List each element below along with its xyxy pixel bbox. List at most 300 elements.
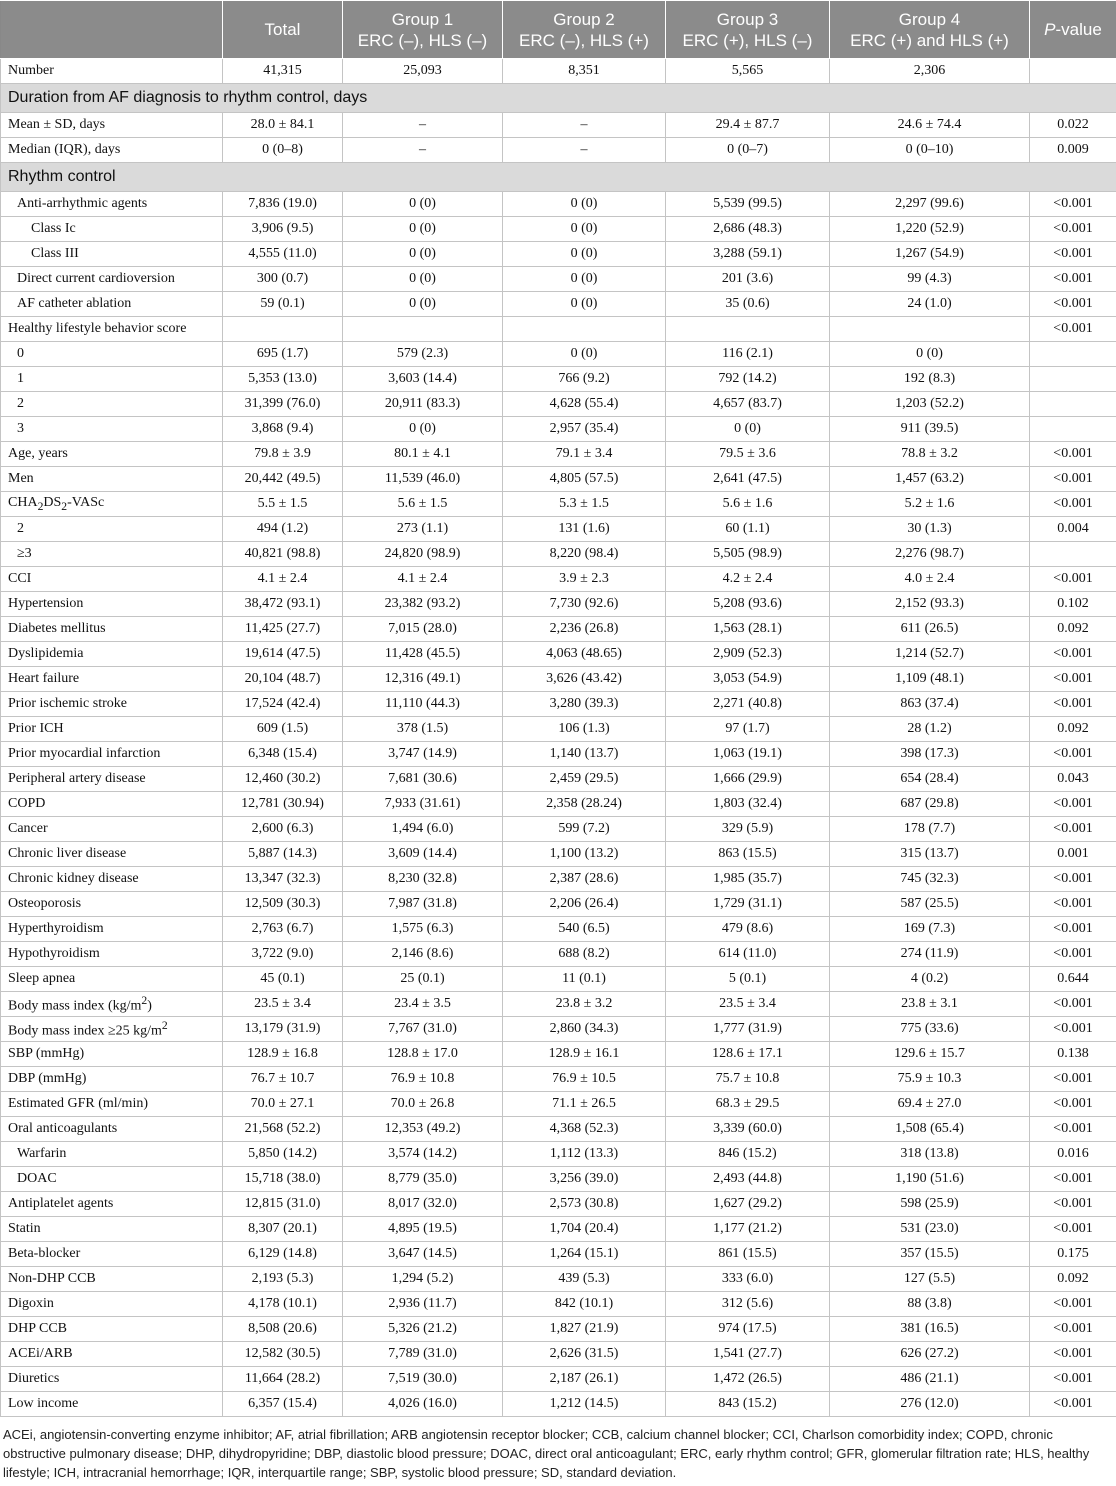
- section-title: Duration from AF diagnosis to rhythm control, days: [1, 84, 1116, 113]
- cell-group-1: 11,110 (44.3): [343, 692, 503, 717]
- row-label: AF catheter ablation: [1, 292, 223, 317]
- row-label: Estimated GFR (ml/min): [1, 1092, 223, 1117]
- row-label: Prior ischemic stroke: [1, 692, 223, 717]
- cell-group-2: 4,805 (57.5): [503, 467, 666, 492]
- cell-group-1: 24,820 (98.9): [343, 542, 503, 567]
- row-label: ACEi/ARB: [1, 1342, 223, 1367]
- cell-group-2: 128.9 ± 16.1: [503, 1042, 666, 1067]
- cell-p-value: 0.644: [1030, 967, 1116, 992]
- cell-group-3: 5,505 (98.9): [666, 542, 830, 567]
- row-label: Body mass index ≥25 $kg/m^2$: [1, 1017, 223, 1042]
- table-row: [1, 692, 1116, 717]
- cell-group-3: 2,271 (40.8): [666, 692, 830, 717]
- cell-total: 59 (0.1): [223, 292, 343, 317]
- cell-group-3: 1,777 (31.9): [666, 1017, 830, 1042]
- cell-total: 5,353 (13.0): [223, 367, 343, 392]
- header-group-4: Group 4 ERC (+) and HLS (+): [830, 1, 1030, 59]
- table-row: [1, 292, 1116, 317]
- cell-group-1: 0 (0): [343, 217, 503, 242]
- cell-group-3: 863 (15.5): [666, 842, 830, 867]
- cell-group-1: 273 (1.1): [343, 517, 503, 542]
- cell-group-4: 687 (29.8): [830, 792, 1030, 817]
- row-label: Dyslipidemia: [1, 642, 223, 667]
- row-label: Prior myocardial infarction: [1, 742, 223, 767]
- cell-group-3: 1,541 (27.7): [666, 1342, 830, 1367]
- cell-total: 8,508 (20.6): [223, 1317, 343, 1342]
- cell-total: 28.0 ± 84.1: [223, 113, 343, 138]
- table-row: [1, 867, 1116, 892]
- row-label: Class Ic: [1, 217, 223, 242]
- cell-group-2: 7,730 (92.6): [503, 592, 666, 617]
- cell-group-2: 3,256 (39.0): [503, 1167, 666, 1192]
- cell-group-2: 540 (6.5): [503, 917, 666, 942]
- cell-group-3: 1,666 (29.9): [666, 767, 830, 792]
- cell-group-2: 2,206 (26.4): [503, 892, 666, 917]
- cell-group-4: 2,276 (98.7): [830, 542, 1030, 567]
- table-row: [1, 567, 1116, 592]
- cell-group-3: 60 (1.1): [666, 517, 830, 542]
- cell-group-1: 3,603 (14.4): [343, 367, 503, 392]
- cell-group-2: 1,112 (13.3): [503, 1142, 666, 1167]
- cell-p-value: 0.175: [1030, 1242, 1116, 1267]
- cell-group-2: 0 (0): [503, 242, 666, 267]
- row-label: Median (IQR), days: [1, 138, 223, 163]
- cell-total: [223, 317, 343, 342]
- cell-group-4: 381 (16.5): [830, 1317, 1030, 1342]
- table-row: [1, 1092, 1116, 1117]
- cell-total: 13,179 (31.9): [223, 1017, 343, 1042]
- cell-group-1: 3,609 (14.4): [343, 842, 503, 867]
- cell-p-value: <0.001: [1030, 1017, 1116, 1042]
- cell-p-value: <0.001: [1030, 467, 1116, 492]
- cell-group-3: 5.6 ± 1.6: [666, 492, 830, 517]
- cell-group-4: 24.6 ± 74.4: [830, 113, 1030, 138]
- cell-group-2: 2,957 (35.4): [503, 417, 666, 442]
- cell-group-3: 75.7 ± 10.8: [666, 1067, 830, 1092]
- cell-total: 23.5 ± 3.4: [223, 992, 343, 1017]
- cell-group-1: 11,539 (46.0): [343, 467, 503, 492]
- cell-group-3: 2,641 (47.5): [666, 467, 830, 492]
- cell-group-2: 79.1 ± 3.4: [503, 442, 666, 467]
- cell-group-2: 599 (7.2): [503, 817, 666, 842]
- cell-group-2: 8,220 (98.4): [503, 542, 666, 567]
- cell-group-1: 5.6 ± 1.5: [343, 492, 503, 517]
- row-label: $CHA_2DS_2$-VASc: [1, 492, 223, 517]
- cell-total: 13,347 (32.3): [223, 867, 343, 892]
- cell-total: 300 (0.7): [223, 267, 343, 292]
- row-label: Mean ± SD, days: [1, 113, 223, 138]
- cell-total: 7,836 (19.0): [223, 192, 343, 217]
- row-label: Hypothyroidism: [1, 942, 223, 967]
- table-row: [1, 667, 1116, 692]
- row-label: Age, years: [1, 442, 223, 467]
- table-row: [1, 842, 1116, 867]
- cell-p-value: 0.102: [1030, 592, 1116, 617]
- cell-group-4: 626 (27.2): [830, 1342, 1030, 1367]
- row-label: 3: [1, 417, 223, 442]
- cell-group-3: 0 (0–7): [666, 138, 830, 163]
- cell-group-2: 2,573 (30.8): [503, 1192, 666, 1217]
- cell-group-3: 2,686 (48.3): [666, 217, 830, 242]
- cell-group-1: –: [343, 113, 503, 138]
- cell-group-2: 2,860 (34.3): [503, 1017, 666, 1042]
- header-group-2: Group 2 ERC (–), HLS (+): [503, 1, 666, 59]
- cell-group-4: 23.8 ± 3.1: [830, 992, 1030, 1017]
- cell-group-3: 1,472 (26.5): [666, 1367, 830, 1392]
- cell-group-3: 2,909 (52.3): [666, 642, 830, 667]
- cell-group-4: 654 (28.4): [830, 767, 1030, 792]
- row-label: 0: [1, 342, 223, 367]
- table-row: [1, 1117, 1116, 1142]
- cell-group-3: 35 (0.6): [666, 292, 830, 317]
- cell-total: 38,472 (93.1): [223, 592, 343, 617]
- cell-p-value: <0.001: [1030, 567, 1116, 592]
- cell-group-3: 4.2 ± 2.4: [666, 567, 830, 592]
- table-row: [1, 917, 1116, 942]
- row-label: Diuretics: [1, 1367, 223, 1392]
- table-row: [1, 192, 1116, 217]
- table-row: [1, 392, 1116, 417]
- table-row: [1, 742, 1116, 767]
- cell-p-value: <0.001: [1030, 817, 1116, 842]
- cell-group-1: 80.1 ± 4.1: [343, 442, 503, 467]
- cell-group-3: 116 (2.1): [666, 342, 830, 367]
- row-label: Osteoporosis: [1, 892, 223, 917]
- cell-p-value: <0.001: [1030, 1392, 1116, 1417]
- cell-group-2: 3,626 (43.42): [503, 667, 666, 692]
- cell-p-value: [1030, 59, 1116, 84]
- cell-group-1: 11,428 (45.5): [343, 642, 503, 667]
- cell-group-2: [503, 317, 666, 342]
- cell-group-1: 4,026 (16.0): [343, 1392, 503, 1417]
- cell-total: 21,568 (52.2): [223, 1117, 343, 1142]
- cell-group-3: 2,493 (44.8): [666, 1167, 830, 1192]
- header-group-3: Group 3 ERC (+), HLS (–): [666, 1, 830, 59]
- cell-group-3: [666, 317, 830, 342]
- table-row: [1, 467, 1116, 492]
- cell-group-2: 0 (0): [503, 292, 666, 317]
- cell-group-3: 1,627 (29.2): [666, 1192, 830, 1217]
- cell-group-4: 88 (3.8): [830, 1292, 1030, 1317]
- row-label: Heart failure: [1, 667, 223, 692]
- cell-p-value: <0.001: [1030, 267, 1116, 292]
- cell-total: 12,815 (31.0): [223, 1192, 343, 1217]
- cell-group-2: 2,236 (26.8): [503, 617, 666, 642]
- cell-p-value: 0.138: [1030, 1042, 1116, 1067]
- cell-group-4: 276 (12.0): [830, 1392, 1030, 1417]
- cell-group-4: 78.8 ± 3.2: [830, 442, 1030, 467]
- cell-group-4: 4.0 ± 2.4: [830, 567, 1030, 592]
- cell-group-2: 76.9 ± 10.5: [503, 1067, 666, 1092]
- cell-p-value: 0.092: [1030, 617, 1116, 642]
- cell-group-3: 4,657 (83.7): [666, 392, 830, 417]
- table-row: [1, 267, 1116, 292]
- table-row: [1, 492, 1116, 517]
- table-row: [1, 1342, 1116, 1367]
- cell-group-1: 3,747 (14.9): [343, 742, 503, 767]
- cell-group-2: 766 (9.2): [503, 367, 666, 392]
- cell-total: 15,718 (38.0): [223, 1167, 343, 1192]
- cell-group-1: 3,574 (14.2): [343, 1142, 503, 1167]
- cell-group-1: 378 (1.5): [343, 717, 503, 742]
- cell-total: 6,129 (14.8): [223, 1242, 343, 1267]
- cell-group-1: 7,767 (31.0): [343, 1017, 503, 1042]
- table-row: [1, 442, 1116, 467]
- header-row: [1, 1, 1116, 59]
- cell-p-value: <0.001: [1030, 1367, 1116, 1392]
- cell-total: 17,524 (42.4): [223, 692, 343, 717]
- table-row: [1, 1242, 1116, 1267]
- cell-group-4: 178 (7.7): [830, 817, 1030, 842]
- cell-p-value: <0.001: [1030, 742, 1116, 767]
- cell-group-4: 99 (4.3): [830, 267, 1030, 292]
- cell-total: 4.1 ± 2.4: [223, 567, 343, 592]
- table-row: [1, 242, 1116, 267]
- cell-group-2: 2,626 (31.5): [503, 1342, 666, 1367]
- cell-total: 5,850 (14.2): [223, 1142, 343, 1167]
- cell-total: 494 (1.2): [223, 517, 343, 542]
- table-row: [1, 317, 1116, 342]
- table-row: [1, 617, 1116, 642]
- cell-group-1: 8,230 (32.8): [343, 867, 503, 892]
- cell-group-4: [830, 317, 1030, 342]
- table-row: [1, 367, 1116, 392]
- cell-total: 79.8 ± 3.9: [223, 442, 343, 467]
- table-row: [1, 892, 1116, 917]
- cell-group-2: 2,459 (29.5): [503, 767, 666, 792]
- cell-total: 0 (0–8): [223, 138, 343, 163]
- table-row: [1, 1167, 1116, 1192]
- table-row: [1, 717, 1116, 742]
- header-label-col: [1, 1, 223, 59]
- cell-p-value: <0.001: [1030, 992, 1116, 1017]
- cell-group-2: 2,187 (26.1): [503, 1367, 666, 1392]
- cell-p-value: <0.001: [1030, 942, 1116, 967]
- cell-group-4: 0 (0–10): [830, 138, 1030, 163]
- cell-p-value: <0.001: [1030, 642, 1116, 667]
- cell-group-4: 69.4 ± 27.0: [830, 1092, 1030, 1117]
- row-label: 1: [1, 367, 223, 392]
- cell-group-2: 5.3 ± 1.5: [503, 492, 666, 517]
- cell-group-3: 329 (5.9): [666, 817, 830, 842]
- table-row: [1, 1067, 1116, 1092]
- cell-group-4: 1,203 (52.2): [830, 392, 1030, 417]
- cell-group-3: 479 (8.6): [666, 917, 830, 942]
- table-row: [1, 1142, 1116, 1167]
- cell-group-4: 1,267 (54.9): [830, 242, 1030, 267]
- cell-group-2: 4,628 (55.4): [503, 392, 666, 417]
- cell-group-3: 1,803 (32.4): [666, 792, 830, 817]
- cell-group-1: 2,936 (11.7): [343, 1292, 503, 1317]
- cell-group-4: 1,214 (52.7): [830, 642, 1030, 667]
- cell-group-3: 68.3 ± 29.5: [666, 1092, 830, 1117]
- cell-group-2: 0 (0): [503, 217, 666, 242]
- cell-p-value: [1030, 542, 1116, 567]
- row-label: Body mass index $(kg/m^2)$: [1, 992, 223, 1017]
- p-value-letter: P: [1044, 20, 1056, 39]
- cell-group-4: 1,508 (65.4): [830, 1117, 1030, 1142]
- cell-group-3: 97 (1.7): [666, 717, 830, 742]
- cell-total: 6,357 (15.4): [223, 1392, 343, 1417]
- cell-group-1: 20,911 (83.3): [343, 392, 503, 417]
- cell-p-value: 0.022: [1030, 113, 1116, 138]
- cell-total: 12,509 (30.3): [223, 892, 343, 917]
- cell-group-2: 1,264 (15.1): [503, 1242, 666, 1267]
- cell-p-value: <0.001: [1030, 692, 1116, 717]
- cell-group-2: 0 (0): [503, 267, 666, 292]
- cell-total: 20,442 (49.5): [223, 467, 343, 492]
- cell-total: 45 (0.1): [223, 967, 343, 992]
- cell-p-value: [1030, 417, 1116, 442]
- cell-group-4: 1,190 (51.6): [830, 1167, 1030, 1192]
- cell-p-value: <0.001: [1030, 1192, 1116, 1217]
- cell-p-value: <0.001: [1030, 217, 1116, 242]
- row-label: Chronic liver disease: [1, 842, 223, 867]
- cell-group-4: 531 (23.0): [830, 1217, 1030, 1242]
- cell-group-3: 128.6 ± 17.1: [666, 1042, 830, 1067]
- cell-total: 12,460 (30.2): [223, 767, 343, 792]
- cell-total: 41,315: [223, 59, 343, 84]
- row-label: Number: [1, 59, 223, 84]
- table-footnote: ACEi, angiotensin-converting enzyme inhibitor; AF, atrial fibrillation; ARB angiotensin receptor blocker; CCB, calcium channel blocker; CCI, Charlson comorbidity index; COPD, chronic obstructive pulmonary disease; DHP, dihydropyridine; DBP, diastolic blood pressure; DOAC, direct oral anticoagulant; ERC, early rhythm control; GFR, glomerular filtration rate; HLS, healthy lifestyle; ICH, intracranial hemorrhage; IQR, interquartile range; SBP, systolic blood pressure; SD, standard deviation.: [3, 1427, 1090, 1480]
- cell-total: 8,307 (20.1): [223, 1217, 343, 1242]
- cell-group-1: 70.0 ± 26.8: [343, 1092, 503, 1117]
- row-label: DBP (mmHg): [1, 1067, 223, 1092]
- cell-p-value: <0.001: [1030, 1117, 1116, 1142]
- cell-p-value: <0.001: [1030, 1292, 1116, 1317]
- row-label: Digoxin: [1, 1292, 223, 1317]
- row-label: Chronic kidney disease: [1, 867, 223, 892]
- cell-p-value: <0.001: [1030, 1217, 1116, 1242]
- cell-total: 70.0 ± 27.1: [223, 1092, 343, 1117]
- cell-total: 2,763 (6.7): [223, 917, 343, 942]
- table-row: [1, 542, 1116, 567]
- cell-p-value: <0.001: [1030, 1067, 1116, 1092]
- cell-group-3: 23.5 ± 3.4: [666, 992, 830, 1017]
- cell-group-4: 1,220 (52.9): [830, 217, 1030, 242]
- cell-group-4: 357 (15.5): [830, 1242, 1030, 1267]
- section-header-row: [1, 84, 1116, 113]
- cell-group-1: –: [343, 138, 503, 163]
- cell-group-3: 201 (3.6): [666, 267, 830, 292]
- table-row: [1, 992, 1116, 1017]
- row-label: Oral anticoagulants: [1, 1117, 223, 1142]
- table-row: [1, 1217, 1116, 1242]
- cell-group-1: 23,382 (93.2): [343, 592, 503, 617]
- cell-group-4: 1,109 (48.1): [830, 667, 1030, 692]
- cell-group-2: 2,358 (28.24): [503, 792, 666, 817]
- cell-group-2: 1,704 (20.4): [503, 1217, 666, 1242]
- cell-group-4: 28 (1.2): [830, 717, 1030, 742]
- cell-group-4: 486 (21.1): [830, 1367, 1030, 1392]
- row-label: Cancer: [1, 817, 223, 842]
- cell-group-1: 7,987 (31.8): [343, 892, 503, 917]
- cell-group-2: 688 (8.2): [503, 942, 666, 967]
- cell-group-3: 974 (17.5): [666, 1317, 830, 1342]
- cell-group-4: 192 (8.3): [830, 367, 1030, 392]
- cell-group-2: 11 (0.1): [503, 967, 666, 992]
- cell-group-2: 1,827 (21.9): [503, 1317, 666, 1342]
- table-row: [1, 1367, 1116, 1392]
- row-label: Non-DHP CCB: [1, 1267, 223, 1292]
- cell-p-value: 0.016: [1030, 1142, 1116, 1167]
- cell-p-value: <0.001: [1030, 292, 1116, 317]
- cell-total: 20,104 (48.7): [223, 667, 343, 692]
- cell-p-value: <0.001: [1030, 892, 1116, 917]
- table-row: [1, 1267, 1116, 1292]
- cell-group-4: 2,152 (93.3): [830, 592, 1030, 617]
- cell-group-4: 318 (13.8): [830, 1142, 1030, 1167]
- cell-group-2: 23.8 ± 3.2: [503, 992, 666, 1017]
- table-row: [1, 217, 1116, 242]
- cell-total: 11,425 (27.7): [223, 617, 343, 642]
- header-p-value: P-value: [1030, 1, 1116, 59]
- cell-group-1: 23.4 ± 3.5: [343, 992, 503, 1017]
- cell-group-4: 5.2 ± 1.6: [830, 492, 1030, 517]
- cell-p-value: 0.092: [1030, 1267, 1116, 1292]
- cell-group-1: 8,779 (35.0): [343, 1167, 503, 1192]
- table-body: [1, 59, 1116, 1417]
- cell-group-1: 2,146 (8.6): [343, 942, 503, 967]
- row-label: 2: [1, 517, 223, 542]
- cell-group-4: 1,457 (63.2): [830, 467, 1030, 492]
- cell-group-2: 4,063 (48.65): [503, 642, 666, 667]
- cell-group-1: 0 (0): [343, 292, 503, 317]
- cell-total: 4,555 (11.0): [223, 242, 343, 267]
- cell-group-4: 127 (5.5): [830, 1267, 1030, 1292]
- table-row: [1, 1292, 1116, 1317]
- cell-group-3: 5,208 (93.6): [666, 592, 830, 617]
- row-label: Peripheral artery disease: [1, 767, 223, 792]
- table-row: [1, 517, 1116, 542]
- cell-group-4: 24 (1.0): [830, 292, 1030, 317]
- cell-group-2: –: [503, 138, 666, 163]
- cell-group-2: 439 (5.3): [503, 1267, 666, 1292]
- cell-group-1: 7,681 (30.6): [343, 767, 503, 792]
- cell-group-4: 75.9 ± 10.3: [830, 1067, 1030, 1092]
- cell-group-4: 0 (0): [830, 342, 1030, 367]
- cell-group-2: 2,387 (28.6): [503, 867, 666, 892]
- cell-group-3: 3,288 (59.1): [666, 242, 830, 267]
- cell-total: 3,722 (9.0): [223, 942, 343, 967]
- cell-group-2: 8,351: [503, 59, 666, 84]
- cell-group-3: 1,177 (21.2): [666, 1217, 830, 1242]
- cell-group-1: 1,294 (5.2): [343, 1267, 503, 1292]
- cell-p-value: 0.043: [1030, 767, 1116, 792]
- cell-p-value: <0.001: [1030, 792, 1116, 817]
- row-label: Low income: [1, 1392, 223, 1417]
- cell-p-value: 0.092: [1030, 717, 1116, 742]
- row-label: Healthy lifestyle behavior score: [1, 317, 223, 342]
- cell-group-1: 76.9 ± 10.8: [343, 1067, 503, 1092]
- table-row: [1, 817, 1116, 842]
- row-label: DOAC: [1, 1167, 223, 1192]
- cell-group-1: 12,353 (49.2): [343, 1117, 503, 1142]
- cell-group-3: 333 (6.0): [666, 1267, 830, 1292]
- cell-group-1: 12,316 (49.1): [343, 667, 503, 692]
- cell-p-value: [1030, 342, 1116, 367]
- cell-group-2: 3,280 (39.3): [503, 692, 666, 717]
- cell-group-1: 3,647 (14.5): [343, 1242, 503, 1267]
- cell-group-3: 861 (15.5): [666, 1242, 830, 1267]
- cell-group-2: 1,212 (14.5): [503, 1392, 666, 1417]
- cell-group-1: 4.1 ± 2.4: [343, 567, 503, 592]
- cell-group-2: –: [503, 113, 666, 138]
- cell-group-2: 4,368 (52.3): [503, 1117, 666, 1142]
- table-row: [1, 342, 1116, 367]
- cell-group-3: 614 (11.0): [666, 942, 830, 967]
- table-row: [1, 138, 1116, 163]
